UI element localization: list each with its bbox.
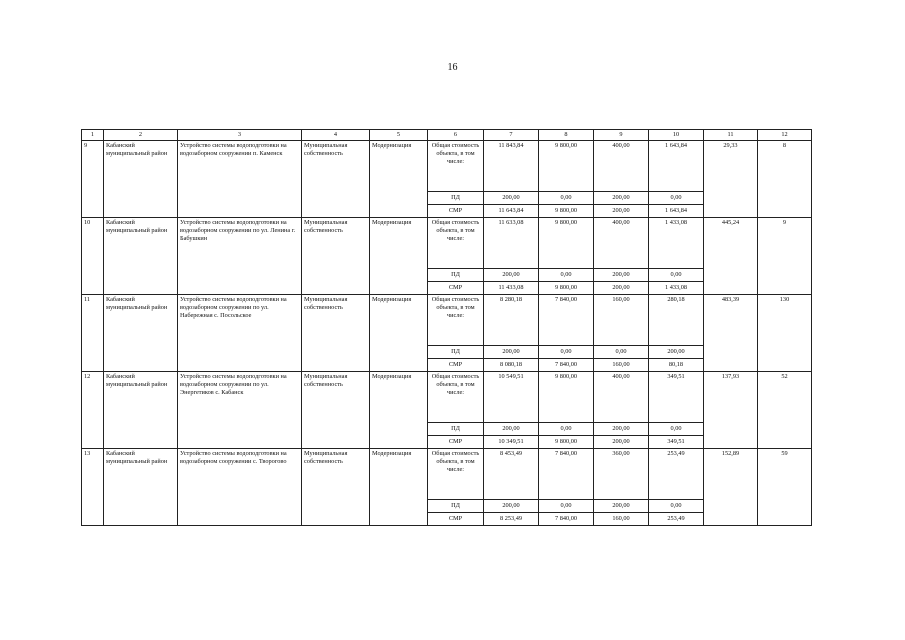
col12-cell: 130 (758, 295, 812, 372)
row-number: 11 (82, 295, 104, 372)
cost-value-cell: 0,00 (539, 500, 594, 513)
cost-value-cell: 200,00 (484, 192, 539, 205)
cost-value-cell: 200,00 (484, 269, 539, 282)
col12-cell: 59 (758, 449, 812, 526)
ownership-cell: Муниципальная собственность (302, 141, 370, 218)
cost-label-cell: СМР (428, 282, 484, 295)
ownership-cell: Муниципальная собственность (302, 295, 370, 372)
cost-value-cell: 0,00 (649, 192, 704, 205)
cost-value-cell: 11 633,08 (484, 218, 539, 269)
col11-cell: 445,24 (704, 218, 758, 295)
row-number: 9 (82, 141, 104, 218)
header-cell: 4 (302, 130, 370, 141)
cost-value-cell: 7 840,00 (539, 359, 594, 372)
cost-value-cell: 1 643,84 (649, 141, 704, 192)
row-number: 13 (82, 449, 104, 526)
object-cell: Устройство системы водоподготовки на водозаборном сооружении с. Твороговo (178, 449, 302, 526)
cost-value-cell: 160,00 (594, 295, 649, 346)
cost-label-cell: ПД (428, 423, 484, 436)
cost-value-cell: 9 800,00 (539, 218, 594, 269)
cost-value-cell: 10 549,51 (484, 372, 539, 423)
header-cell: 6 (428, 130, 484, 141)
header-cell: 10 (649, 130, 704, 141)
cost-value-cell: 1 433,08 (649, 282, 704, 295)
header-cell: 8 (539, 130, 594, 141)
cost-value-cell: 0,00 (539, 269, 594, 282)
cost-label-cell: СМР (428, 436, 484, 449)
cost-value-cell: 349,51 (649, 436, 704, 449)
cost-value-cell: 200,00 (594, 192, 649, 205)
header-cell: 7 (484, 130, 539, 141)
cost-value-cell: 8 453,49 (484, 449, 539, 500)
header-cell: 5 (370, 130, 428, 141)
district-cell: Кабанский муниципальный район (104, 449, 178, 526)
cost-value-cell: 400,00 (594, 141, 649, 192)
object-cell: Устройство системы водоподготовки на водозаборном сооружении по ул. Ленина г. Бабушкин (178, 218, 302, 295)
object-cell: Устройство системы водоподготовки на водозаборном сооружении по ул. Набережная с. Посольское (178, 295, 302, 372)
cost-value-cell: 9 800,00 (539, 436, 594, 449)
col11-cell: 483,39 (704, 295, 758, 372)
work-type-cell: Модернизация (370, 295, 428, 372)
cost-value-cell: 10 349,51 (484, 436, 539, 449)
cost-value-cell: 8 253,49 (484, 513, 539, 526)
cost-value-cell: 400,00 (594, 218, 649, 269)
cost-value-cell: 253,49 (649, 513, 704, 526)
cost-label-cell: ПД (428, 346, 484, 359)
row-number: 12 (82, 372, 104, 449)
table-row (82, 141, 812, 192)
cost-value-cell: 8 080,18 (484, 359, 539, 372)
cost-value-cell: 160,00 (594, 359, 649, 372)
cost-label-cell: СМР (428, 513, 484, 526)
cost-label-cell: СМР (428, 359, 484, 372)
cost-label-cell: СМР (428, 205, 484, 218)
cost-value-cell: 11 433,08 (484, 282, 539, 295)
col12-cell: 9 (758, 218, 812, 295)
row-number: 10 (82, 218, 104, 295)
cost-value-cell: 349,51 (649, 372, 704, 423)
ownership-cell: Муниципальная собственность (302, 218, 370, 295)
table-row (82, 218, 812, 269)
work-type-cell: Модернизация (370, 449, 428, 526)
cost-value-cell: 7 840,00 (539, 295, 594, 346)
cost-label-cell: Общая стоимость объекта, в том числе: (428, 449, 484, 500)
cost-value-cell: 7 840,00 (539, 513, 594, 526)
cost-value-cell: 11 643,84 (484, 205, 539, 218)
cost-label-cell: Общая стоимость объекта, в том числе: (428, 295, 484, 346)
table-row (82, 372, 812, 423)
work-type-cell: Модернизация (370, 218, 428, 295)
cost-value-cell: 8 280,18 (484, 295, 539, 346)
cost-value-cell: 0,00 (649, 269, 704, 282)
work-type-cell: Модернизация (370, 141, 428, 218)
cost-label-cell: ПД (428, 192, 484, 205)
district-cell: Кабанский муниципальный район (104, 218, 178, 295)
cost-value-cell: 200,00 (484, 500, 539, 513)
objects-table (81, 129, 812, 526)
cost-value-cell: 200,00 (484, 423, 539, 436)
ownership-cell: Муниципальная собственность (302, 449, 370, 526)
ownership-cell: Муниципальная собственность (302, 372, 370, 449)
cost-value-cell: 1 643,84 (649, 205, 704, 218)
cost-value-cell: 9 800,00 (539, 205, 594, 218)
cost-value-cell: 200,00 (594, 436, 649, 449)
cost-value-cell: 200,00 (594, 282, 649, 295)
cost-value-cell: 11 843,84 (484, 141, 539, 192)
cost-value-cell: 200,00 (649, 346, 704, 359)
cost-value-cell: 200,00 (594, 269, 649, 282)
cost-value-cell: 360,00 (594, 449, 649, 500)
header-cell: 11 (704, 130, 758, 141)
cost-value-cell: 160,00 (594, 513, 649, 526)
header-cell: 12 (758, 130, 812, 141)
cost-label-cell: ПД (428, 269, 484, 282)
cost-value-cell: 200,00 (594, 500, 649, 513)
cost-value-cell: 0,00 (539, 192, 594, 205)
district-cell: Кабанский муниципальный район (104, 295, 178, 372)
cost-value-cell: 7 840,00 (539, 449, 594, 500)
cost-value-cell: 0,00 (649, 423, 704, 436)
page-number: 16 (447, 62, 458, 73)
cost-label-cell: ПД (428, 500, 484, 513)
cost-value-cell: 0,00 (649, 500, 704, 513)
cost-value-cell: 200,00 (594, 423, 649, 436)
table-row (82, 449, 812, 500)
header-cell: 3 (178, 130, 302, 141)
cost-label-cell: Общая стоимость объекта, в том числе: (428, 141, 484, 192)
object-cell: Устройство системы водоподготовки на водозаборном сооружении по ул. Энергетиков с. Кабанск (178, 372, 302, 449)
cost-value-cell: 9 800,00 (539, 282, 594, 295)
cost-value-cell: 80,18 (649, 359, 704, 372)
district-cell: Кабанский муниципальный район (104, 141, 178, 218)
table-row (82, 295, 812, 346)
header-cell: 9 (594, 130, 649, 141)
object-cell: Устройство системы водоподготовки на водозаборном сооружении п. Каменск (178, 141, 302, 218)
col11-cell: 152,89 (704, 449, 758, 526)
cost-value-cell: 9 800,00 (539, 372, 594, 423)
col11-cell: 137,93 (704, 372, 758, 449)
cost-value-cell: 9 800,00 (539, 141, 594, 192)
header-cell: 2 (104, 130, 178, 141)
col12-cell: 52 (758, 372, 812, 449)
cost-value-cell: 0,00 (539, 423, 594, 436)
cost-value-cell: 280,18 (649, 295, 704, 346)
cost-label-cell: Общая стоимость объекта, в том числе: (428, 372, 484, 423)
cost-value-cell: 0,00 (539, 346, 594, 359)
col12-cell: 8 (758, 141, 812, 218)
cost-value-cell: 1 433,08 (649, 218, 704, 269)
cost-value-cell: 400,00 (594, 372, 649, 423)
cost-value-cell: 0,00 (594, 346, 649, 359)
col11-cell: 29,33 (704, 141, 758, 218)
header-cell: 1 (82, 130, 104, 141)
cost-value-cell: 200,00 (484, 346, 539, 359)
cost-value-cell: 253,49 (649, 449, 704, 500)
header-row (82, 130, 812, 141)
work-type-cell: Модернизация (370, 372, 428, 449)
cost-label-cell: Общая стоимость объекта, в том числе: (428, 218, 484, 269)
district-cell: Кабанский муниципальный район (104, 372, 178, 449)
cost-value-cell: 200,00 (594, 205, 649, 218)
